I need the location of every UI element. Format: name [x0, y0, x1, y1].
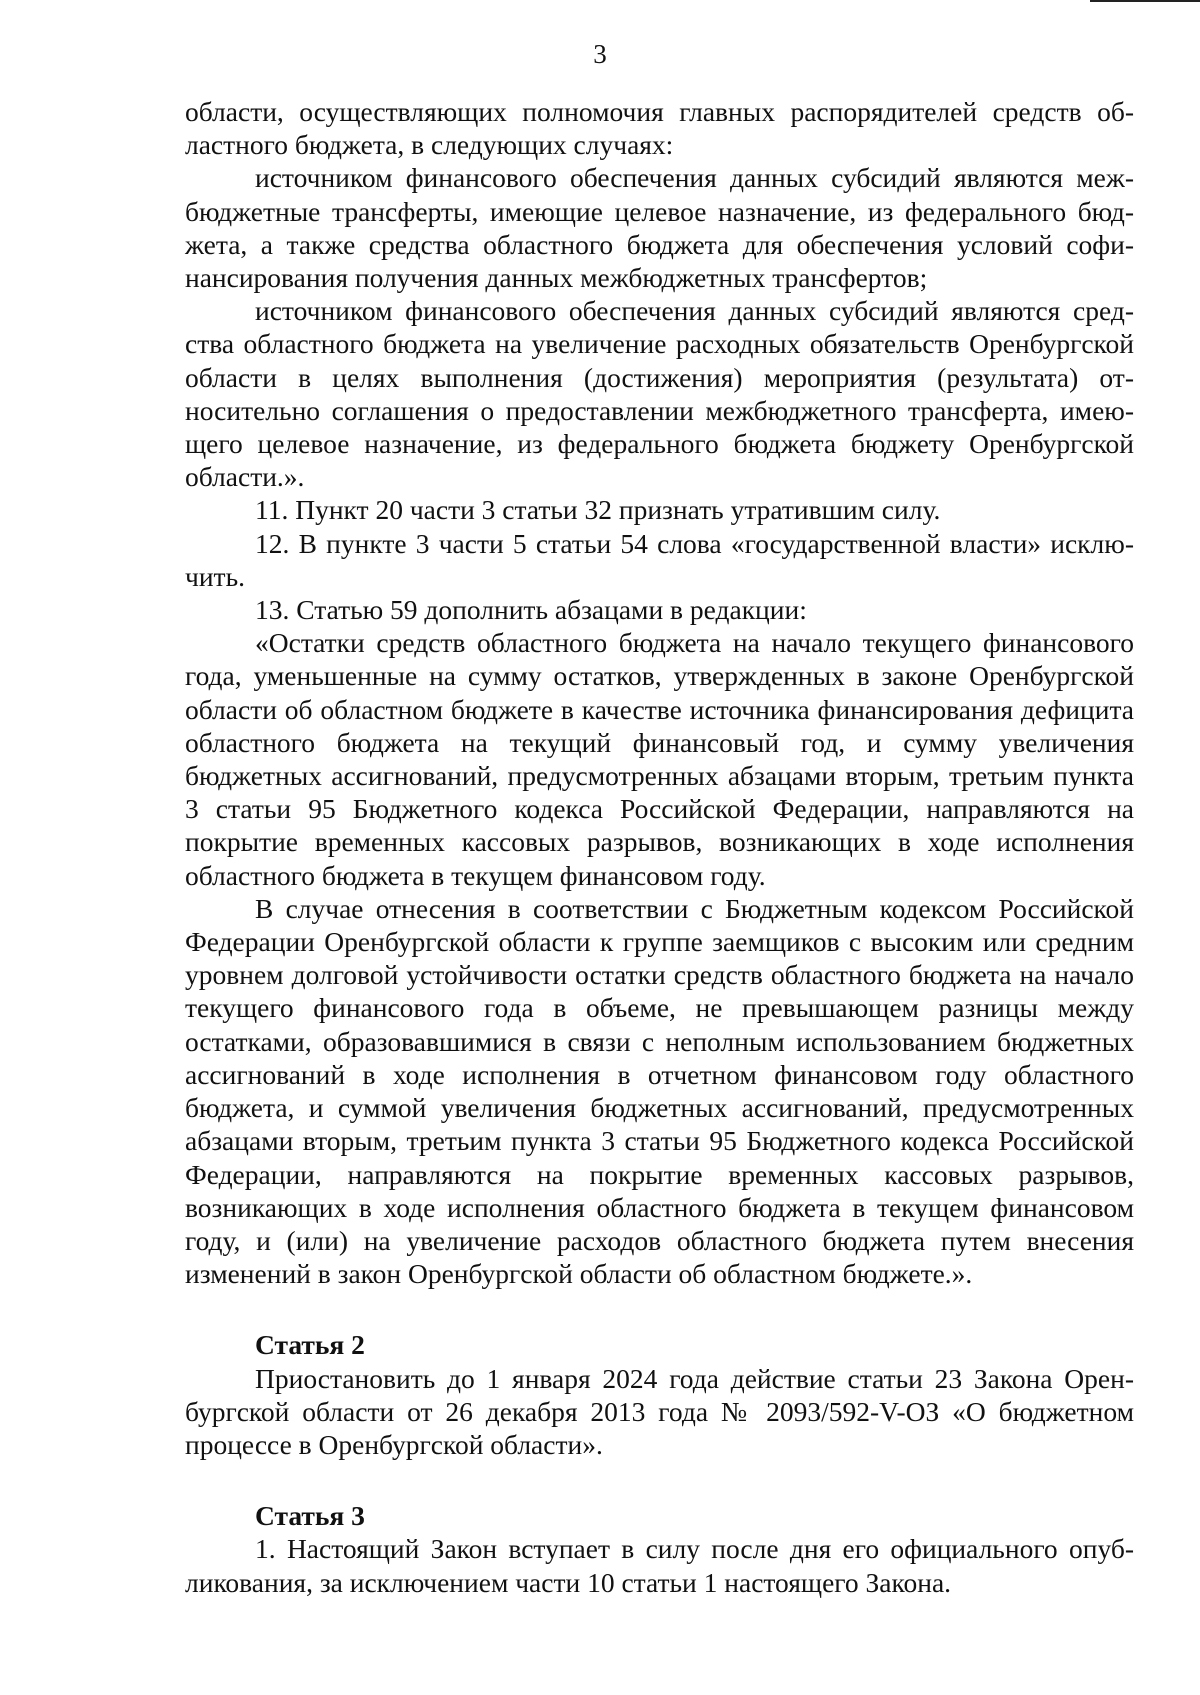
paragraph-federal-transfers: источником финансового обеспечения данных субсидий являются межбюджетные трансферты, имеющие целевое назначение, из федерального бюджета, а также средства областного бюджета для обеспечения условий софинансирования получения данных межбюджетных трансфертов; [185, 162, 1134, 294]
paragraph-regional-funds: источником финансового обеспечения данных субсидий являются средства областного бюджета на увеличение расходных обязательств Оренбургской области в целях выполнения (достижения) мероприятия (результата) относительно соглашения о предоставлении межбюджетного трансферта, имеющего целевое назначение, из федерального бюджета бюджету Оренбургской области.». [185, 295, 1134, 493]
article-3-text: 1. Настоящий Закон вступает в силу после дня его официального опубликования, за исключением части 10 статьи 1 настоящего Закона. [185, 1533, 1134, 1598]
document-body [185, 95, 1134, 1599]
paragraph-item-13: 13. Статью 59 дополнить абзацами в редакции: [255, 594, 807, 626]
paragraph-borrower-group: В случае отнесения в соответствии с Бюджетным кодексом Российской Федерации Оренбургской области к группе заемщиков с высоким или средним уровнем долговой устойчивости остатки средств областного бюджета на начало текущего финансового года в объеме, не превышающем разницы между остатками, образовавшимися в связи с неполным использованием бюджетных ассигнований в ходе исполнения в отчетном финансовом году областного бюджета, и суммой увеличения бюджетных ассигнований, предусмотренных абзацами вторым, третьим пункта 3 статьи 95 Бюджетного кодекса Российской Федерации, направляются на покрытие временных кассовых разрывов, возникающих в ходе исполнения областного бюджета в текущем финансовом году, и (или) на увеличение расходов областного бюджета путем внесения изменений в закон Оренбургской области об областном бюджете.». [185, 892, 1134, 1290]
page-number: 3 [593, 39, 607, 69]
article-3-heading: Статья 3 [255, 1500, 365, 1532]
paragraph-item-12: 12. В пункте 3 части 5 статьи 54 слова «государственной власти» исключить. [185, 527, 1134, 592]
article-2-text: Приостановить до 1 января 2024 года действие статьи 23 Закона Оренбургской области от 26 декабря 2013 года № 2093/592-V-ОЗ «О бюджетном процессе в Оренбургской области». [185, 1362, 1134, 1460]
paragraph-continuation: области, осуществляющих полномочия главных распорядителей средств областного бюджета, в следующих случаях: [185, 96, 1134, 161]
paragraph-item-11: 11. Пункт 20 части 3 статьи 32 признать утратившим силу. [255, 494, 941, 526]
article-2-heading: Статья 2 [255, 1329, 365, 1361]
paragraph-budget-balances: «Остатки средств областного бюджета на начало текущего финансового года, уменьшенные на сумму остатков, утвержденных в законе Оренбургской области об областном бюджете в качестве источника финансирования дефицита областного бюджета на текущий финансовый год, и сумму увеличения бюджетных ассигнований, предусмотренных абзацами вторым, третьим пункта 3 статьи 95 Бюджетного кодекса Российской Федерации, направляются на покрытие временных кассовых разрывов, возникающих в ходе исполнения областного бюджета в текущем финансовом году. [185, 627, 1134, 891]
scan-edge-mark [1090, 0, 1200, 2]
